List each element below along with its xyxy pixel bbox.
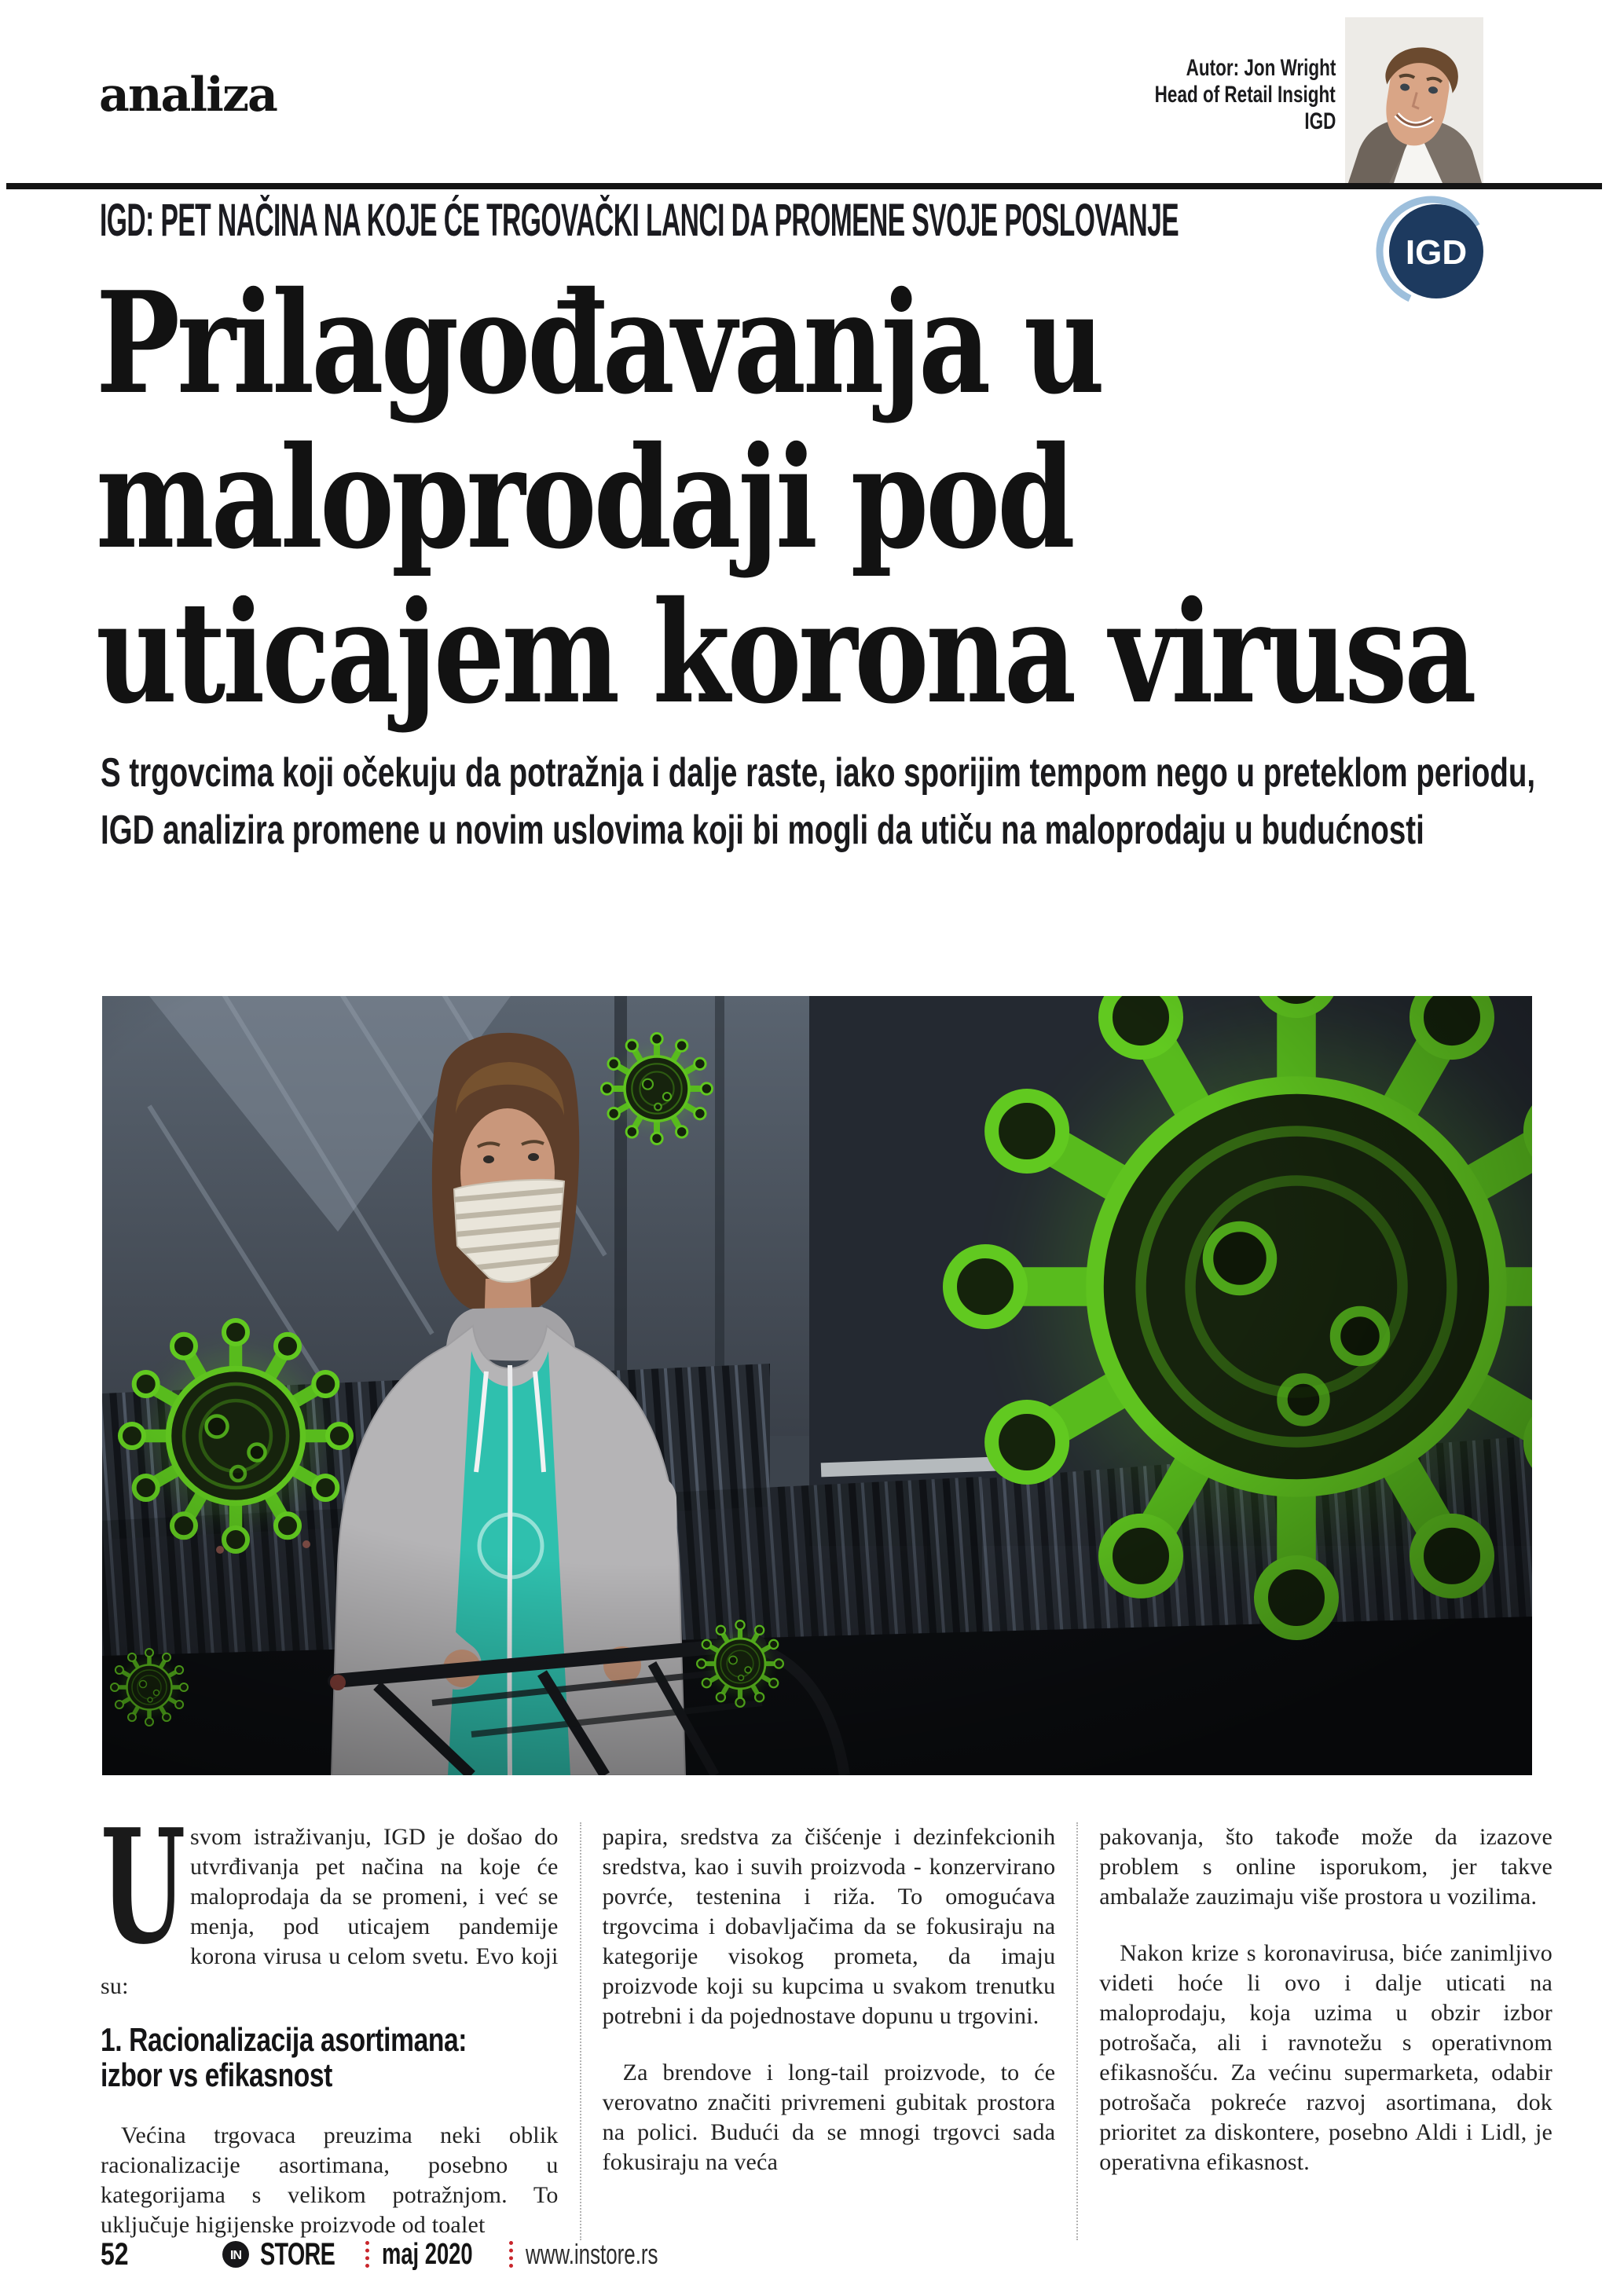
igd-logo-text: IGD [1405, 233, 1468, 272]
author-block [1094, 55, 1336, 135]
intro-paragraph [101, 1795, 559, 2001]
section-label: analiza [99, 68, 277, 123]
kicker: IGD: PET NAČINA NA KOJE ĆE TRGOVAČKI LANCI DA PROMENE SVOJE POSLOVANJE [100, 195, 1179, 246]
issue-date: maj 2020 [381, 2237, 473, 2271]
body-paragraph: pakovanja, što takođe može da izazove problem s online isporukom, jer takve ambalaže zauzimaju više prostora u vozilima. [1099, 1824, 1553, 1910]
section-heading-line-2: izbor vs efikasnost [101, 2056, 332, 2093]
column-2 [580, 1822, 1056, 2240]
headline-line-3: uticajem korona virusa [96, 570, 1474, 734]
divider-rule [6, 183, 1602, 189]
page-number: 52 [101, 2236, 129, 2272]
article-columns [101, 1795, 1553, 2240]
body-paragraph: Za brendove i long-tail proizvode, to će verovatno značiti privremeni gubitak prostora na polici. Budući da se mnogi trgovci sada fokusiraju na veća [602, 2060, 1056, 2175]
author-byline: Autor: Jon Wright [1186, 55, 1336, 81]
headline [96, 261, 1624, 734]
body-paragraph: papira, sredstva za čišćenje i dezinfekcionih sredstva, kao i suvih proizvoda - konzervirano povrće, testenina i riža. To omogućava trgovcima i dobavljačima da se fokusiraju na kategorije visokog prometa, da imaju proizvode koji su kupcima u svakom trenutku potrebni i da pojednostave dopunu u trgovini. [602, 1824, 1056, 2029]
footer-separator [509, 2241, 513, 2268]
standfirst: S trgovcima koji očekuju da potražnja i dalje raste, iako sporijim tempom nego u preteklom periodu, IGD analizira promene u novim uslovima koji bi mogli da utiču na maloprodaju u budućnosti [101, 750, 1536, 853]
hero-illustration [102, 996, 1532, 1775]
brand-group [221, 2237, 710, 2272]
page-footer [101, 2236, 709, 2273]
vignette [102, 996, 1532, 1775]
instore-circle-monogram: IN [229, 2249, 241, 2262]
section-heading-line-1: 1. Racionalizacija asortimana: [101, 2021, 467, 2058]
author-company: IGD [1303, 108, 1336, 134]
hero-photo [102, 996, 1532, 1775]
column-3 [1076, 1822, 1553, 2240]
column-1 [101, 1795, 559, 2240]
headline-line-1: Prilagođavanja u [96, 261, 1102, 425]
footer-separator [365, 2241, 369, 2268]
author-portrait-illustration [1345, 17, 1483, 183]
brand-name: STORE [259, 2236, 335, 2272]
section-heading [101, 2022, 559, 2093]
body-paragraph: Nakon krize s koronavirusa, biće zanimljivo videti hoće li ovo i dalje uticati na maloprodaju, koja uzima u obzir izbor potrošača, ali i ravnotežu s operativnom efikasnošću. Za većinu supermarketa, odabir potrošača pokreće razvoj asortimana, dok prioritet za diskontere, posebno Aldi i Lidl, je operativna efikasnost. [1099, 1940, 1553, 2175]
body-paragraph: Većina trgovaca preuzima neki oblik racionalizacije asortimana, posebno u kategorijama s velikom potražnjom. To uključuje higijenske proizvode od toalet [101, 2122, 559, 2238]
instore-circle-icon [221, 2239, 251, 2269]
drop-cap: U [101, 1795, 186, 1979]
author-portrait-photo [1345, 17, 1483, 183]
author-title: Head of Retail Insight [1154, 82, 1336, 108]
intro-text: svom istraživanju, IGD je došao do utvrđivanja pet načina na koje će maloprodaja da se promeni, i već se menja, pod uticajem pandemije korona virusa u celom svetu. Evo koji su: [101, 1824, 559, 1999]
headline-line-2: maloprodaji pod [96, 416, 1072, 580]
website-url: www.instore.rs [526, 2238, 658, 2270]
